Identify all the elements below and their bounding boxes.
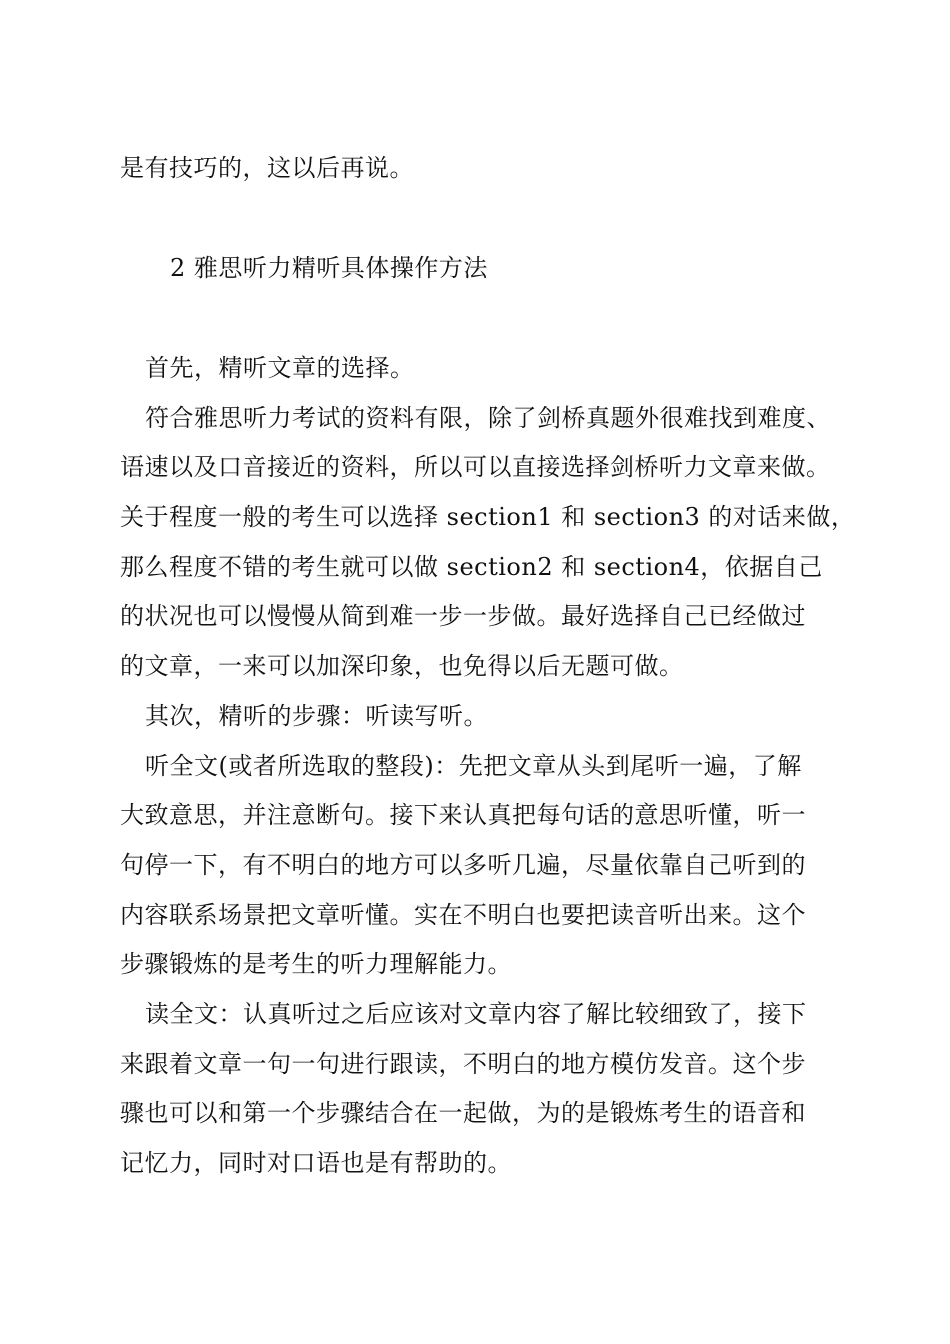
paragraph-line: 符合雅思听力考试的资料有限，除了剑桥真题外很难找到难度、	[145, 404, 831, 432]
intro-tail-text: 是有技巧的，这以后再说。	[120, 154, 414, 182]
paragraph-line: 记忆力，同时对口语也是有帮助的。	[120, 1149, 512, 1177]
paragraph-line: 读全文：认真听过之后应该对文章内容了解比较细致了，接下	[145, 1000, 807, 1028]
paragraph-line: 听全文(或者所选取的整段)：先把文章从头到尾听一遍，了解	[145, 752, 802, 780]
paragraph-line: 的文章，一来可以加深印象，也免得以后无题可做。	[120, 652, 684, 680]
paragraph-line: 其次，精听的步骤：听读写听。	[145, 702, 488, 730]
paragraph-line: 语速以及口音接近的资料，所以可以直接选择剑桥听力文章来做。	[120, 453, 831, 481]
paragraph-line: 的状况也可以慢慢从简到难一步一步做。最好选择自己已经做过	[120, 602, 806, 630]
paragraph-line: 关于程度一般的考生可以选择 section1 和 section3 的对话来做，	[120, 503, 856, 531]
paragraph-line: 步骤锻炼的是考生的听力理解能力。	[120, 950, 512, 978]
paragraph-line: 来跟着文章一句一句进行跟读，不明白的地方模仿发音。这个步	[120, 1050, 806, 1078]
paragraph-line: 句停一下，有不明白的地方可以多听几遍，尽量依靠自己听到的	[120, 851, 806, 879]
paragraph-line: 首先，精听文章的选择。	[145, 354, 415, 382]
paragraph-line: 那么程度不错的考生就可以做 section2 和 section4，依据自己	[120, 553, 823, 581]
paragraph-line: 骤也可以和第一个步骤结合在一起做，为的是锻炼考生的语音和	[120, 1099, 806, 1127]
paragraph-line: 大致意思，并注意断句。接下来认真把每句话的意思听懂，听一	[120, 801, 806, 829]
section-heading: 2 雅思听力精听具体操作方法	[170, 254, 488, 282]
paragraph-line: 内容联系场景把文章听懂。实在不明白也要把读音听出来。这个	[120, 901, 806, 929]
